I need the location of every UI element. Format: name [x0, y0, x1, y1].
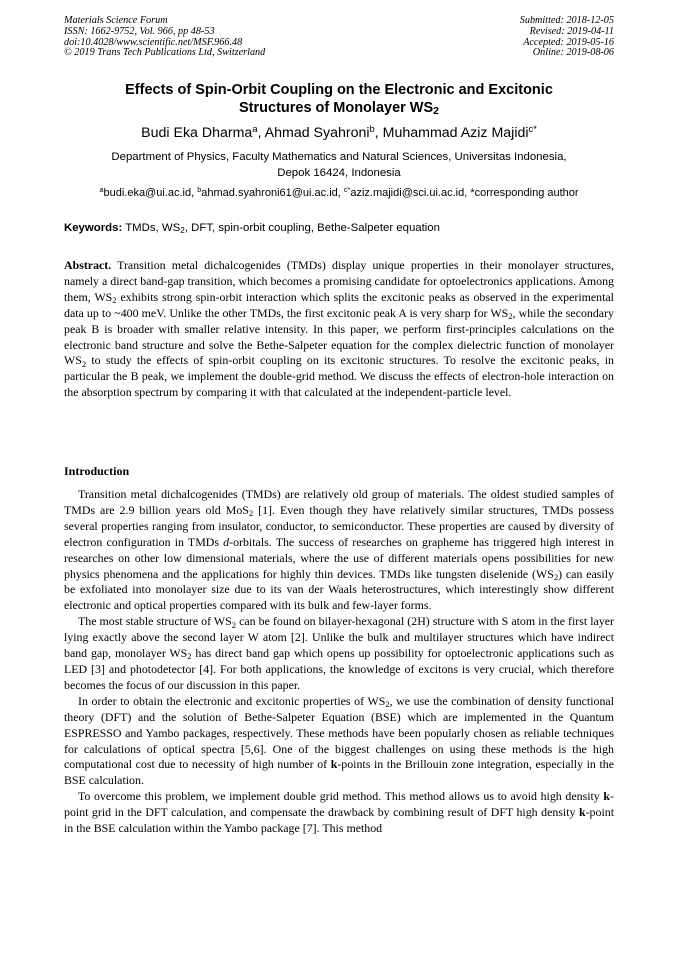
abstract-text: Transition metal dichalcogenides (TMDs) display unique properties in their monolayer structures, namely a direct band-gap transition, which becomes a promising candidate for optoelectronics applications. Among them, WS	[64, 258, 614, 304]
affiliation	[64, 150, 614, 181]
intro-italic: d	[223, 534, 230, 549]
email-mark: b	[197, 185, 202, 195]
author-name: Muhammad Aziz Majidi	[382, 125, 529, 141]
intro-text: -point grid in the DFT calculation, and compensate the drawback by combining result of DFT high density	[64, 789, 614, 820]
keywords-subscript: 2	[180, 226, 185, 236]
title-line-1: Effects of Spin-Orbit Coupling on the Electronic and Excitonic	[125, 82, 553, 98]
intro-paragraph	[64, 614, 614, 694]
intro-text: -point in the BSE calculation within the Yambo package [7]. This method	[64, 805, 614, 836]
intro-subscript: 2	[553, 571, 559, 582]
intro-bold: k	[578, 805, 586, 820]
abstract-subscript: 2	[112, 295, 117, 306]
abstract	[64, 258, 614, 401]
date-online: Online: 2019-08-06	[532, 47, 614, 59]
intro-subscript: 2	[187, 651, 192, 662]
author-separator: ,	[374, 125, 383, 141]
intro-text: The most stable structure of WS	[78, 614, 232, 629]
intro-bold: k	[330, 757, 338, 772]
intro-paragraph	[64, 789, 614, 837]
journal-name: Materials Science Forum	[64, 15, 168, 26]
abstract-label: Abstract.	[64, 258, 112, 272]
intro-text: -points in the Brillouin zone integration, especially in the BSE calculation.	[64, 757, 614, 788]
intro-text: -orbitals. The success of researches on grapheme has triggered high interest in researches on other low dimensional materials, where the use of different materials opens possibilities for new physics phenomena and the applications for highly thin devices. TMDs like tungsten diselenide (WS	[64, 534, 614, 581]
intro-text: [1]. Even though they have relatively similar structures, TMDs possess several properties ranging from insulator, conductor, to semiconductor. These properties are caused by diversity of electron configuration in TMDs	[64, 502, 614, 549]
author-emails	[64, 186, 614, 201]
intro-subscript: 2	[385, 699, 390, 710]
intro-text: ) can easily be exfoliated into monolayer size due to its van der Waals heterostructures, which interestingly show different electronic and optical properties compared with its bulk and few-layer forms.	[64, 566, 614, 613]
abstract-subscript: 2	[81, 358, 87, 369]
intro-text: Transition metal dichalcogenides (TMDs) are relatively old group of materials. The oldest studied samples of TMDs are 2.9 billion years old MoS	[64, 487, 614, 517]
intro-text: has direct band gap which opens up possibility for optoelectronic applications such as LED [3] and photodetector [4]. For both applications, the knowledge of excitons is very crucial, which therefore becomes the focus of our discussion in this paper.	[64, 646, 614, 692]
email-link[interactable]: aziz.majidi@sci.ui.ac.id, *corresponding author	[350, 187, 579, 199]
email-mark: c*	[343, 185, 351, 195]
intro-bold: k	[603, 789, 611, 804]
keywords-text: , DFT, spin-orbit coupling, Bethe-Salpeter equation	[184, 222, 440, 234]
affiliation-line-1: Department of Physics, Faculty Mathematics and Natural Sciences, Universitas Indonesia,	[111, 151, 567, 163]
author-name: Ahmad Syahroni	[264, 125, 370, 141]
abstract-text: to study the effects of spin-orbit coupling on its excitonic structures. To resolve the excitonic peaks, in particular the B peak, we implement the double-grid method. We discuss the effects of electron-hole interaction on the absorption spectrum by comparing it with that calculated at the independent-particle level.	[64, 353, 614, 400]
author-mark: b	[369, 124, 375, 135]
affiliation-line-2: Depok 16424, Indonesia	[277, 166, 401, 179]
keywords	[64, 221, 614, 236]
author-mark: c*	[528, 124, 537, 135]
date-submitted: Submitted: 2018-12-05	[519, 15, 614, 26]
paper-title	[64, 82, 614, 117]
author-mark: a	[252, 124, 258, 135]
abstract-text: , while the secondary peak B is broader with smaller relative intensity. In this paper, we perform first-principles calculations on the electronic band structure and solve the Bethe-Salpeter equation for the complex dielectric function of monolayer WS	[64, 305, 614, 368]
journal-issn: ISSN: 1662-9752, Vol. 966, pp 48-53	[64, 25, 215, 37]
title-subscript: 2	[433, 106, 439, 118]
abstract-subscript: 2	[508, 311, 513, 322]
intro-text: In order to obtain the electronic and excitonic properties of WS	[78, 693, 386, 708]
date-accepted: Accepted: 2019-05-16	[523, 36, 614, 48]
section-heading-introduction: Introduction	[64, 464, 130, 478]
intro-text: To overcome this problem, we implement double grid method. This method allows us to avoid high density	[78, 789, 604, 804]
author-list	[64, 124, 614, 142]
journal-info	[64, 16, 265, 59]
abstract-text: exhibits strong spin-orbit interaction which splits the excitonic peaks as observed in the experimental data up to ~400 meV. Unlike the other TMDs, the first excitonic peak A is very sharp for WS	[64, 289, 614, 320]
keywords-label: Keywords:	[64, 222, 123, 234]
email-link[interactable]: ahmad.syahroni61@ui.ac.id,	[201, 187, 344, 199]
keywords-text: TMDs, WS	[122, 222, 181, 234]
publication-dates	[520, 16, 614, 59]
intro-paragraph	[64, 694, 614, 789]
intro-paragraph	[64, 487, 614, 614]
intro-text: can be found on bilayer-hexagonal (2H) structure with S atom in the first layer lying exactly above the second layer W atom [2]. Unlike the bulk and multilayer structures which have indirect band gap, monolayer WS	[64, 614, 615, 661]
journal-doi[interactable]: doi:10.4028/www.scientific.net/MSF.966.48	[64, 36, 243, 48]
journal-copyright: © 2019 Trans Tech Publications Ltd, Switzerland	[64, 47, 266, 59]
author-name: Budi Eka Dharma	[141, 125, 253, 141]
date-revised: Revised: 2019-04-11	[529, 25, 614, 37]
intro-subscript: 2	[248, 508, 254, 519]
introduction-body	[64, 487, 614, 837]
title-line-2: Structures of Monolayer WS	[239, 99, 434, 116]
intro-text: , we use the combination of density functional theory (DFT) and the solution of Bethe-Salpeter Equation (BSE) which are implemented in the Quantum ESPRESSO and Yambo packages, respectively. These methods have been popularly chosen as reliable techniques for calculations of optical spectra [5,6]. One of the biggest challenges on using these methods is the high computational cost due to necessity of high number of	[64, 693, 614, 772]
author-separator: ,	[257, 125, 265, 141]
email-mark: a	[99, 185, 104, 195]
email-link[interactable]: budi.eka@ui.ac.id,	[103, 187, 198, 199]
intro-subscript: 2	[231, 619, 237, 630]
